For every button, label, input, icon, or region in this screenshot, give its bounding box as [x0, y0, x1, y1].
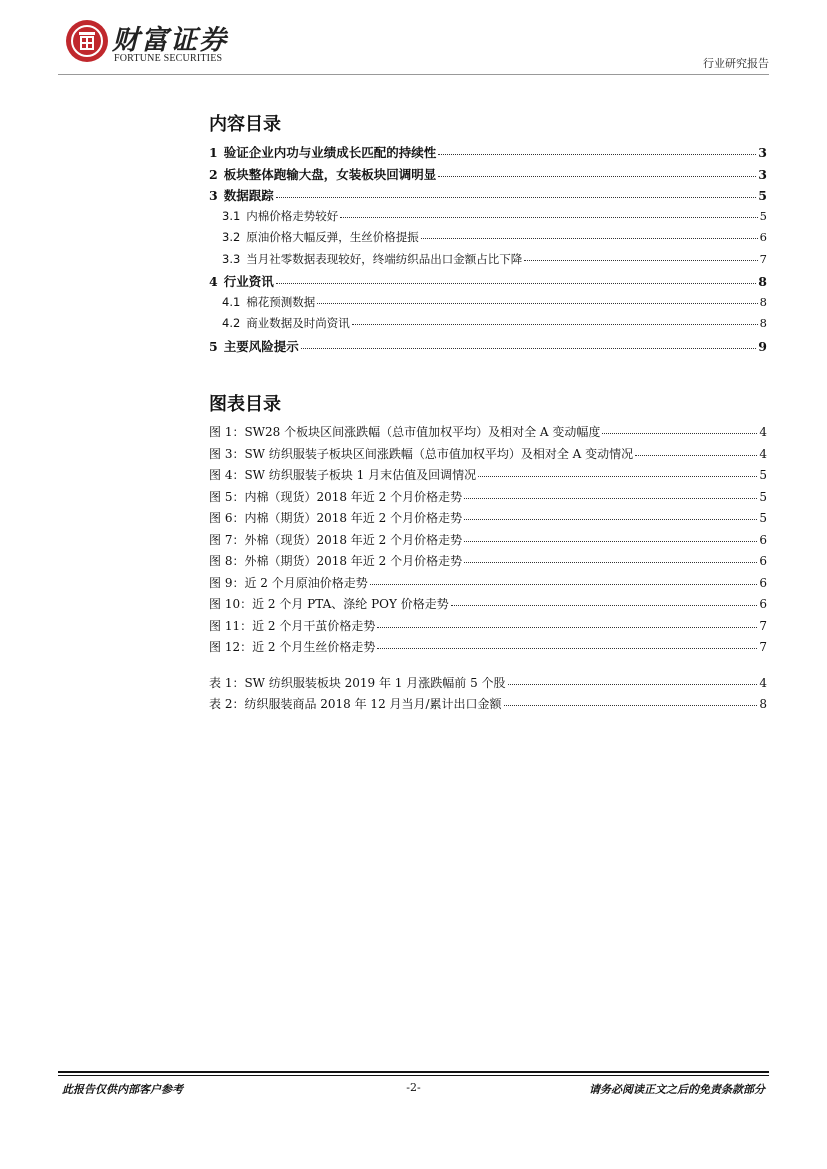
toc-entry-number: 4.1	[222, 294, 241, 309]
toc-entry-title: 棉花预测数据	[246, 294, 316, 309]
dot-leader	[377, 648, 757, 649]
dot-leader	[602, 433, 757, 434]
toc-entry-page: 6	[759, 554, 767, 568]
toc-entry[interactable]	[209, 186, 767, 208]
dot-leader	[635, 455, 757, 456]
contents-title: 内容目录	[209, 114, 281, 135]
toc-entry-title: 图 7：外棉（现货）2018 年近 2 个月价格走势	[209, 532, 463, 547]
dot-leader	[276, 283, 757, 284]
toc-entry-title: 内棉价格走势较好	[246, 208, 339, 223]
figures-list	[209, 423, 767, 717]
toc-entry-number: 4	[209, 274, 218, 289]
dot-leader	[464, 498, 757, 499]
toc-entry-title: 当月社零数据表现较好，终端纺织品出口金额占比下降	[246, 251, 523, 266]
page-header	[0, 0, 827, 75]
toc-entry-title: 表 1：SW 纺织服装板块 2019 年 1 月涨跌幅前 5 个股	[209, 675, 506, 690]
figure-entry[interactable]	[209, 595, 767, 617]
dot-leader	[317, 303, 757, 304]
dot-leader	[276, 197, 757, 198]
dot-leader	[421, 238, 758, 239]
toc-entry-number: 5	[209, 338, 218, 354]
logo-english-name: FORTUNE SECURITIES	[114, 53, 223, 64]
footer-disclaimer-left: 此报告仅供内部客户参考	[62, 1083, 183, 1096]
toc-entry[interactable]	[209, 337, 767, 359]
toc-entry-title: 数据跟踪	[223, 188, 274, 203]
figure-entry[interactable]	[209, 574, 767, 596]
fortune-securities-logo-icon	[66, 20, 108, 62]
report-type-label: 行业研究报告	[703, 57, 769, 70]
toc-entry-page: 3	[758, 166, 767, 182]
toc-entry[interactable]	[209, 208, 767, 230]
dot-leader	[464, 562, 757, 563]
figure-entry[interactable]	[209, 445, 767, 467]
toc-entry[interactable]	[209, 272, 767, 294]
toc-entry-page: 4	[759, 425, 767, 439]
toc-entry-title: 图 3：SW 纺织服装子板块区间涨跌幅（总市值加权平均）及相对全 A 变动情况	[209, 446, 634, 461]
dot-leader	[464, 519, 757, 520]
toc-entry-title: 行业资讯	[223, 274, 274, 289]
toc-entry-page: 8	[759, 697, 767, 711]
dot-leader	[464, 541, 757, 542]
figure-entry[interactable]	[209, 638, 767, 660]
toc-entry-page: 5	[758, 188, 767, 203]
dot-leader	[438, 176, 756, 177]
toc-entry-page: 5	[759, 511, 767, 525]
dot-leader	[377, 627, 757, 628]
toc-entry-page: 7	[759, 618, 767, 633]
toc-entry-number: 3	[209, 188, 218, 203]
toc-entry-number: 2	[209, 166, 218, 182]
toc-entry-page: 5	[759, 489, 767, 504]
figure-entry[interactable]	[209, 531, 767, 553]
dot-leader	[504, 705, 758, 706]
toc-entry[interactable]	[209, 251, 767, 273]
list-spacer	[209, 660, 767, 674]
toc-entry-page: 6	[759, 532, 767, 547]
toc-entry-page: 5	[759, 208, 767, 223]
toc-entry[interactable]	[209, 165, 767, 187]
toc-entry-title: 板块整体跑输大盘，女装板块回调明显	[223, 166, 437, 182]
toc-entry-page: 8	[758, 274, 767, 289]
dot-leader	[438, 154, 756, 155]
toc-entry-page: 7	[759, 251, 767, 266]
figure-entry[interactable]	[209, 509, 767, 531]
toc-entry-title: 商业数据及时尚资讯	[246, 316, 350, 330]
dot-leader	[508, 684, 758, 685]
toc-entry-title: 图 12：近 2 个月生丝价格走势	[209, 640, 376, 654]
toc-entry-page: 5	[759, 468, 767, 482]
dot-leader	[524, 260, 757, 261]
toc-entry-title: 原油价格大幅反弹，生丝价格提振	[246, 230, 419, 244]
toc-entry-page: 8	[759, 316, 767, 330]
figure-entry[interactable]	[209, 617, 767, 639]
toc-entry-page: 4	[759, 446, 767, 461]
dot-leader	[301, 348, 757, 349]
toc-entry-number: 3.2	[222, 230, 241, 244]
logo-chinese-name: 财富证券	[112, 25, 228, 56]
toc-entry[interactable]	[209, 315, 767, 337]
dot-leader	[370, 584, 758, 585]
toc-entry-page: 4	[759, 675, 767, 690]
toc-entry-number: 3.1	[222, 208, 241, 223]
dot-leader	[340, 217, 757, 218]
toc-entry-title: 图 4：SW 纺织服装子板块 1 月末估值及回调情况	[209, 468, 477, 482]
toc-entry-title: 图 8：外棉（期货）2018 年近 2 个月价格走势	[209, 554, 463, 568]
footer-divider	[58, 1071, 769, 1073]
table-entry[interactable]	[209, 695, 767, 717]
toc-entry[interactable]	[209, 143, 767, 165]
toc-entry-page: 6	[759, 575, 767, 590]
figure-entry[interactable]	[209, 423, 767, 445]
figures-title: 图表目录	[209, 394, 281, 415]
toc-entry-page: 6	[759, 597, 767, 611]
dot-leader	[451, 605, 758, 606]
toc-entry-page: 3	[758, 145, 767, 160]
toc-entry-title: 图 5：内棉（现货）2018 年近 2 个月价格走势	[209, 489, 463, 504]
toc-entry-title: 图 11：近 2 个月干茧价格走势	[209, 618, 376, 633]
dot-leader	[352, 324, 758, 325]
toc-entry-title: 图 9：近 2 个月原油价格走势	[209, 575, 368, 590]
toc-entry-page: 8	[759, 294, 767, 309]
toc-entry-number: 4.2	[222, 316, 241, 330]
toc-entry[interactable]	[209, 229, 767, 251]
toc-entry-page: 7	[759, 640, 767, 654]
toc-entry-title: 验证企业内功与业绩成长匹配的持续性	[223, 145, 437, 160]
toc-entry-page: 6	[759, 230, 767, 244]
footer-disclaimer-right: 请务必阅读正文之后的免责条款部分	[589, 1083, 765, 1096]
toc-entry-number: 3.3	[222, 251, 241, 266]
toc-entry-title: 图 10：近 2 个月 PTA、涤纶 POY 价格走势	[209, 597, 449, 611]
toc-entry-page: 9	[758, 338, 767, 354]
contents-list	[209, 143, 767, 358]
figure-entry[interactable]	[209, 552, 767, 574]
toc-entry-number: 1	[209, 145, 218, 160]
toc-entry-title: 图 6：内棉（期货）2018 年近 2 个月价格走势	[209, 511, 463, 525]
toc-entry-title: 主要风险提示	[223, 338, 299, 354]
figure-entry[interactable]	[209, 488, 767, 510]
dot-leader	[478, 476, 757, 477]
page-number: -2-	[406, 1081, 421, 1094]
figure-entry[interactable]	[209, 466, 767, 488]
table-entry[interactable]	[209, 674, 767, 696]
toc-entry[interactable]	[209, 294, 767, 316]
footer-divider-thin	[58, 1075, 769, 1076]
header-divider	[58, 74, 769, 75]
toc-entry-title: 表 2：纺织服装商品 2018 年 12 月当月/累计出口金额	[209, 697, 502, 711]
toc-entry-title: 图 1：SW28 个板块区间涨跌幅（总市值加权平均）及相对全 A 变动幅度	[209, 425, 601, 439]
